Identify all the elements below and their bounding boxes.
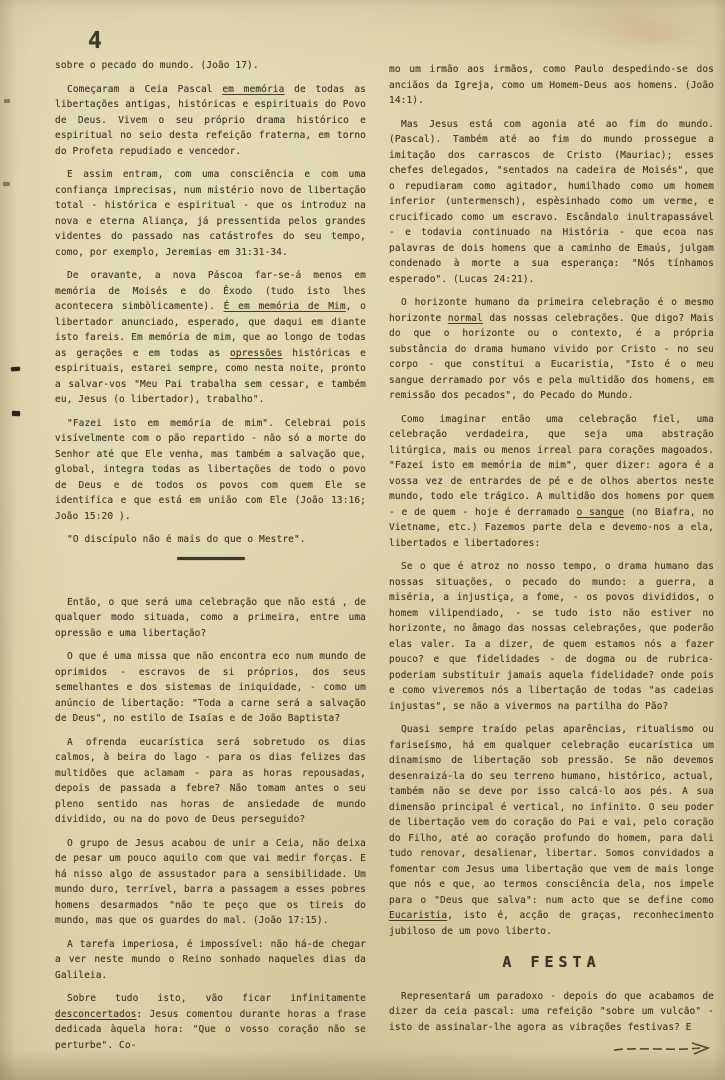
paragraph: Representará um paradoxo - depois do que acabamos de dizer da ceia pascal: uma refeição "sobre um vulcão" - isto de assinalar-lhe agora as vibrações festivas? E <box>389 990 714 1033</box>
paragraph: Começaram a Ceia Pascal em memória de todas as libertações antigas, históricas e espirituais do Povo de Deus. Vivem o seu próprio drama histórico e espiritual no seio desta refeição fraterna, em torno do Profeta repudiado e vencedor. <box>55 83 366 157</box>
section-heading: A FESTA <box>502 953 601 971</box>
left-column <box>55 58 366 1061</box>
paragraph: Então, o que será uma celebração que não está , de qualquer modo situada, como a primeira, entre uma opressão e uma libertação? <box>55 596 366 639</box>
right-column <box>389 62 714 1043</box>
paragraph: Se o que é atroz no nosso tempo, o drama humano das nossas situações, o pecado do mundo: a guerra, a miséria, a injustiça, a fome, - os povos divididos, o homem vilipendiado, - se tudo isto não estiver no horizonte, no âmago das nossas celebrações, que poderão elas valer. Ia a dizer, de quem estamos nós a fazer pouco? e que fidelidades - de dogma ou de rubrica-poderiam substituir jamais aquela fidelidade? onde pois e como viveremos nós a libertação de todas "as cadeias injustas", se não a vivermos na partilha do Pão? <box>389 561 714 712</box>
margin-ink-mark <box>4 99 10 103</box>
paragraph: A tarefa imperiosa, é impossível: não há-de chegar a ver neste mundo o Reino sonhado naqueles dias da Galileia. <box>55 938 366 981</box>
page-number: 4 <box>88 28 102 54</box>
margin-ink-mark <box>3 182 10 186</box>
section-divider <box>177 557 245 560</box>
paragraph: O que é uma missa que não encontra eco num mundo de oprimidos - escravos de si próprios, dos seus semelhantes e dos sistemas de iniquidade, - como um anúncio de libertação: "Toda a carne será a salvação de Deus", no estilo de Isaías e de João Baptista? <box>55 651 366 724</box>
paragraph: Como imaginar então uma celebração fiel, uma celebração verdadeira, que seja uma abstração litúrgica, mais ou menos irreal para corações magoados. "Fazei isto em memória de mim", quer dizer: agora é a vossa vez de entrardes de pé e de olhos abertos neste mundo, todo ele trágico. A multidão dos homens por quem - e de quem - hoje é derramado o sangue (no Biafra, no Vietname, etc.) Fazemos parte dela e devemo-nos a ela, libertados e libertadores: <box>389 413 714 549</box>
paragraph: De oravante, a nova Páscoa far-se-á menos em memória de Moisés e do Êxodo (tudo isto lhes acontecera simbòlicamente). É em memória de Mim, o libertador anunciado, esperado, que daqui em diante isto fareis. Em memória de mim, que ao longo de todas as gerações e em todas as opressões históricas e espirituais, estarei sempre, como nesta noite, pronto a salvar-vos "Meu Pai trabalha sem cessar, e também eu, Jesus (o libertador), trabalho". <box>55 270 367 405</box>
handwritten-arrow-icon <box>612 1040 716 1058</box>
paragraph: sobre o pecado do mundo. (João 17). <box>55 60 259 71</box>
paragraph: Mas Jesus está com agonia até ao fim do mundo. (Pascal). Também até ao fim do mundo prossegue a imitação dos carrascos de Cristo (Mauriac); esses chefes delegados, "sentados na cadeira de Moisés", que o repudiaram como agitador, humilhado como um homem inferior (untermensch), espèsinhado como um verme, e crucificado como um escravo. Escândalo inultrapassável - e todavia continuado na História - que ecoa nas palavras de dois homens que a caminho de Emaús, julgam condenado à morte a sua esperança: "Nós tínhamos esperado". (Lucas 24:21). <box>389 118 714 285</box>
paragraph: O grupo de Jesus acabou de unir a Ceia, não deixa de pesar um pouco aquilo com que vai medir forças. E há nisso algo de assustador para a sensibilidade. Um mundo duro, terrível, barra a passagem a esses pobres homens desarmados "não te peço que os tireis do mundo, mas que os guardes do mal. (João 17:15). <box>55 837 366 926</box>
paragraph: mo um irmão aos irmãos, como Paulo despedindo-se dos anciãos da Igreja, como um Homem-Deus aos homens. (João 14:1). <box>389 64 714 106</box>
paragraph: Quasi sempre traído pelas aparências, ritualismo ou fariseísmo, há em qualquer celebração eucarística um dinamismo de libertação sob pressão. Se não devemos desenraizá-la do seu terreno humano, histórico, actual, também não se deve por isso calcá-lo aos pés. A sua dimensão principal é vertical, no infinito. O seu poder de libertação vem do coração do Pai e vai, pelo coração do Filho, até ao coração profundo do homem, para dali tudo renovar, desalienar, libertar. Somos convidados a fomentar com Jesus uma libertação que vem de mais longe que nós e que, ao termos consciência dela, nos impele para o "Deus que salva": num acto que se define como Eucaristia, isto é, acção de graças, reconhecimento jubiloso de um povo liberto. <box>389 724 714 937</box>
paragraph: E assim entram, com uma consciência e com uma confiança imprecisas, num mistério novo de libertação total - histórica e espiritual - que os introduz na nova e eterna Aliança, já pressentida pelos grandes videntes do passado nas catástrofes do seu tempo, como, por exemplo, Jeremias em 31:31-34. <box>55 169 366 258</box>
paragraph: O horizonte humano da primeira celebração é o mesmo horizonte normal das nossas celebrações. Que digo? Mais do que o horizonte ou o contexto, é a própria substância do drama humano vivido por Cristo - no seu corpo - que constitui a Eucaristia, "Isto é o meu sangue derramado por vós e pela multidão dos homens, em remissão dos pecados", do Pecado do Mundo. <box>389 297 714 401</box>
paragraph: Sobre tudo isto, vão ficar infinitamente desconcertados: Jesus comentou durante horas a frase dedicada àquela hora: "Que o vosso coração não se perturbe". Co- <box>55 993 366 1051</box>
paragraph: "Fazei isto em memória de mim". Celebrai pois visívelmente com o pão repartido - não só a morte do Senhor até que Ele venha, mas também a salvação que, global, integra todas as libertações de todo o povo de Deus e de todos os povos com quem Ele se identifica e que está em união com Ele (João 13:16; João 15:20 ). <box>55 417 366 522</box>
margin-ink-mark <box>12 411 20 416</box>
ink-bleed-mark <box>545 0 715 46</box>
paragraph: A ofrenda eucarística será sobretudo os dias calmos, à beira do lago - para os dias felizes das multidões que aclamam - para as horas repousadas, depois de passada a febre? Não tomam antes o seu pleno sentido nas horas de ansiedade de mundo dividido, ou na do povo de Deus perseguido? <box>55 736 366 825</box>
paragraph: "O discípulo não é mais do que o Mestre". <box>67 534 306 545</box>
margin-ink-mark <box>11 367 20 372</box>
ink-bleed-mark <box>600 20 710 54</box>
